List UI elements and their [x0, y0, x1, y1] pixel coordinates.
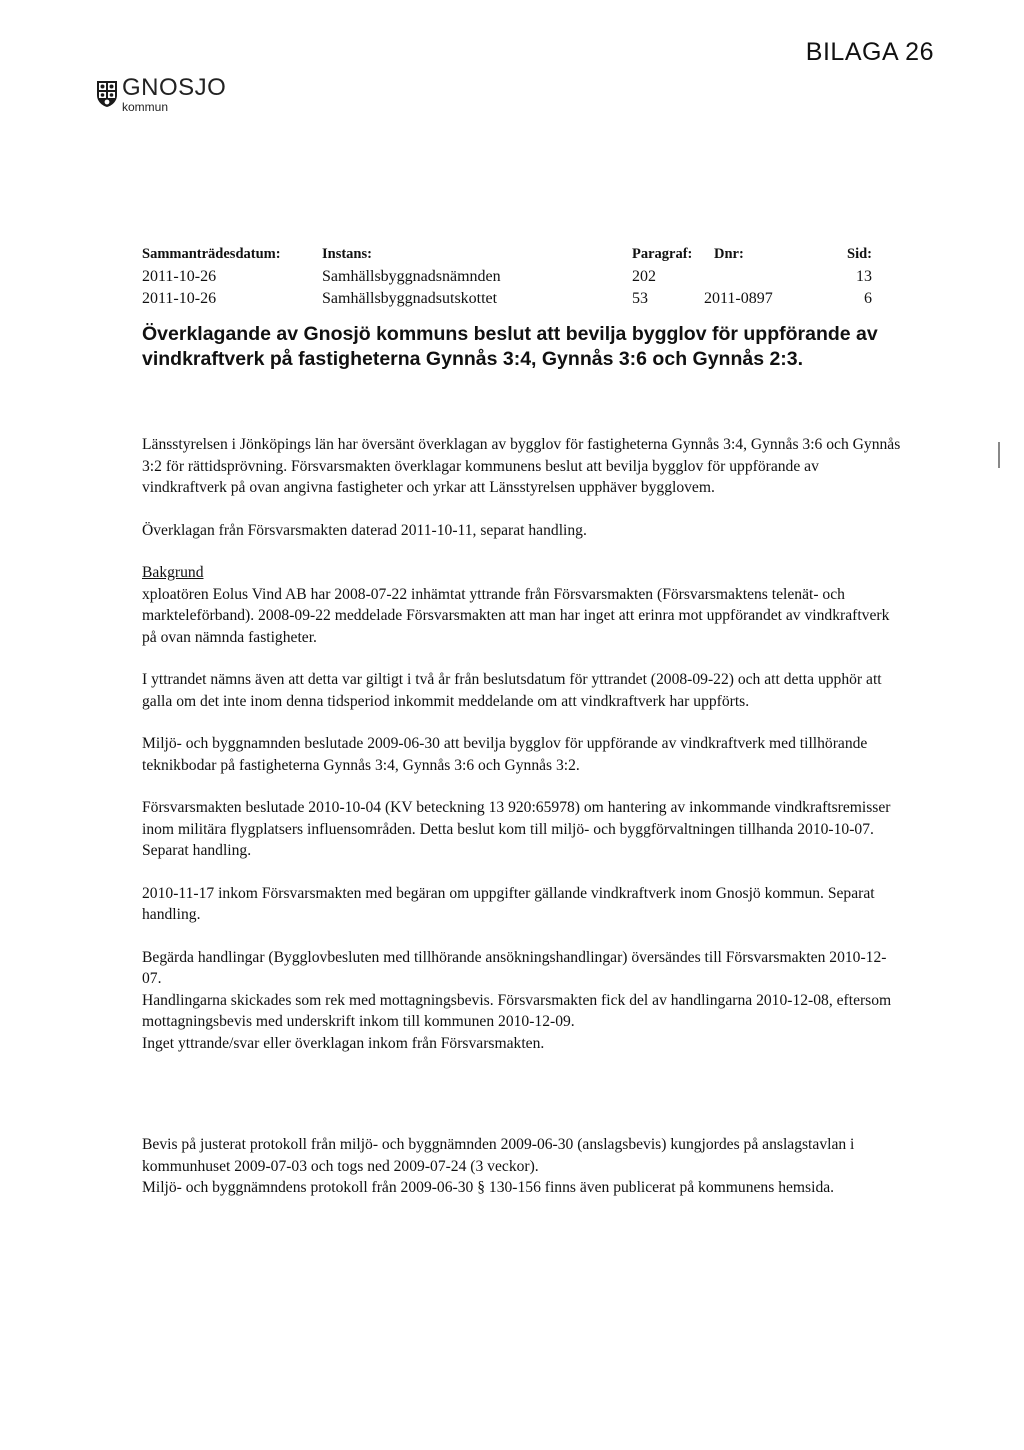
row-dnr: 2011-0897	[704, 290, 773, 307]
document-title: Överklagande av Gnosjö kommuns beslut att bevilja bygglov för uppförande av vindkraftverk på fastigheterna Gynnås 3:4, Gynnås 3:6 och Gynnås 2:3.	[142, 323, 878, 370]
paragraph-appeal-reference: Överklagan från Försvarsmakten daterad 2011-10-11, separat handling.	[142, 521, 587, 539]
row-page: 6	[864, 290, 872, 307]
header-instance: Instans:	[322, 246, 372, 262]
header-date: Sammanträdesdatum:	[142, 246, 281, 262]
metadata-row	[142, 290, 872, 312]
paragraph-line: Begärda handlingar (Bygglovbesluten med tillhörande ansökningshandlingar) översändes till Försvarsmakten 2010-12-07.	[142, 948, 887, 987]
row-paragraph: 53	[632, 290, 648, 307]
row-date: 2011-10-26	[142, 290, 217, 307]
paragraph-protocol-notice	[142, 1134, 902, 1199]
row-page: 13	[856, 268, 872, 285]
metadata-row	[142, 268, 872, 290]
paragraph-background-4: Försvarsmakten beslutade 2010-10-04 (KV beteckning 13 920:65978) om hantering av inkommande vindkraftsremisser inom militära flygplatsers influensområden. Detta beslut kom till miljö- och byggförvaltningen tillhanda 2010-10-07. Separat handling.	[142, 799, 891, 859]
logo-subtitle: kommun	[122, 100, 169, 114]
metadata-header-row	[142, 246, 872, 268]
paragraph-background-2: I yttrandet nämns även att detta var giltigt i två år från beslutsdatum för yttrandet (2008-09-22) och att detta upphör att galla om det inte inom denna tidsperiod inkommit meddelande om att vindkraftverk har uppförts.	[142, 671, 882, 710]
margin-mark	[998, 442, 1000, 468]
paragraph-line: Handlingarna skickades som rek med mottagningsbevis. Försvarsmakten fick del av handlingarna 2010-12-08, eftersom mottagningsbevis med underskrift inkom till kommunen 2010-12-09.	[142, 991, 892, 1030]
logo-name: GNOSJO	[122, 74, 227, 101]
row-paragraph: 202	[632, 268, 656, 285]
row-date: 2011-10-26	[142, 268, 217, 285]
paragraph-background-5: 2010-11-17 inkom Försvarsmakten med begäran om uppgifter gällande vindkraftverk inom Gnosjö kommun. Separat handling.	[142, 884, 875, 923]
header-paragraph: Paragraf:	[632, 246, 693, 262]
row-instance: Samhällsbyggnadsutskottet	[322, 290, 498, 307]
coat-of-arms-icon	[96, 80, 118, 108]
section-heading-background: Bakgrund	[142, 564, 204, 581]
attachment-label: BILAGA 26	[805, 38, 934, 66]
header-page: Sid:	[847, 246, 872, 262]
paragraph-line: Bevis på justerat protokoll från miljö- och byggnämnden 2009-06-30 (anslagsbevis) kungjordes på anslagstavlan i kommunhuset 2009-07-03 och togs ned 2009-07-24 (3 veckor).	[142, 1136, 855, 1175]
paragraph-background-6	[142, 947, 902, 1055]
paragraph-appeal-summary: Länsstyrelsen i Jönköpings län har översänt överklagan av bygglov för fastigheterna Gynnås 3:4, Gynnås 3:6 och Gynnås 3:2 för rättidsprövning. Försvarsmakten överklagar kommunens beslut att bevilja bygglov för uppförande av vindkraftverk på ovan angivna fastigheter och yrkar att Länsstyrelsen upphäver bygglovem.	[142, 436, 901, 496]
document-body	[142, 434, 902, 1199]
paragraph-line: Miljö- och byggnämndens protokoll från 2009-06-30 § 130-156 finns även publicerat på kommunens hemsida.	[142, 1179, 835, 1196]
meeting-metadata	[142, 246, 872, 312]
row-instance: Samhällsbyggnadsnämnden	[322, 268, 501, 285]
municipality-logo	[96, 74, 227, 114]
header-dnr: Dnr:	[714, 246, 744, 262]
paragraph-background-1: xploatören Eolus Vind AB har 2008-07-22 inhämtat yttrande från Försvarsmakten (Försvarsmaktens telenät- och markteleförband). 2008-09-22 meddelade Försvarsmakten att man har inget att erinra mot uppförandet av vindkraftverk på ovan nämnda fastigheter.	[142, 585, 890, 646]
paragraph-background-3: Miljö- och byggnamnden beslutade 2009-06-30 att bevilja bygglov för uppförande av vindkraftverk med tillhörande teknikbodar på fastigheterna Gynnås 3:4, Gynnås 3:6 och Gynnås 3:2.	[142, 735, 868, 774]
paragraph-line: Inget yttrande/svar eller överklagan inkom från Försvarsmakten.	[142, 1034, 545, 1052]
